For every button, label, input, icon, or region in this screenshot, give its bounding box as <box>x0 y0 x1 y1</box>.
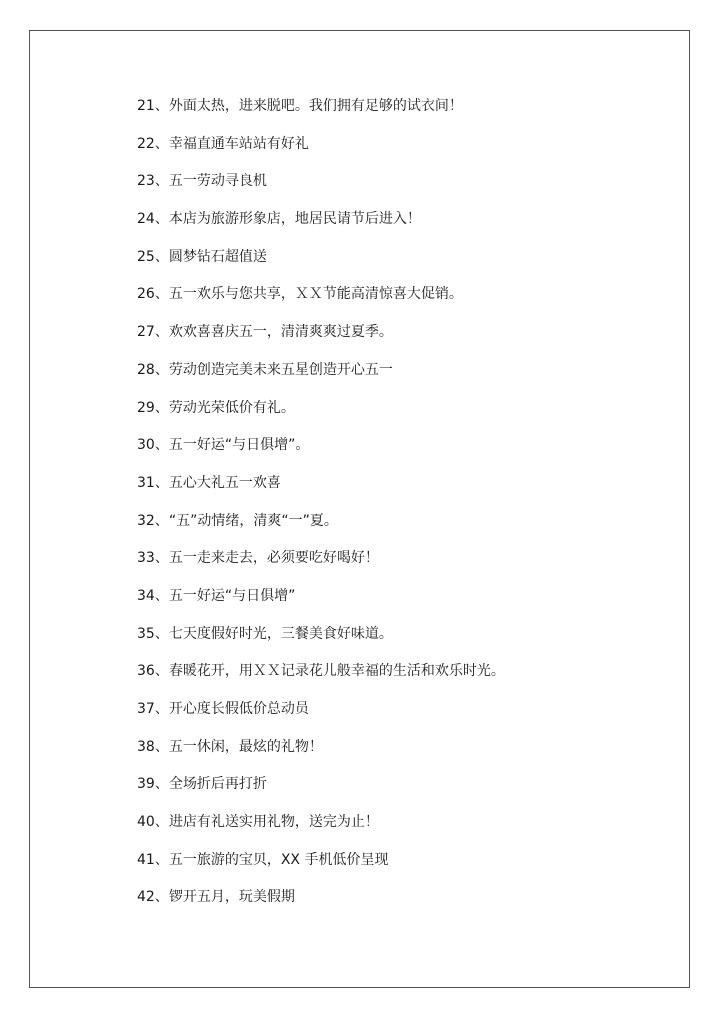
list-item: 42、锣开五月，玩美假期 <box>137 889 295 906</box>
list-item: 33、五一走来走去，必须要吃好喝好！ <box>137 550 379 567</box>
list-item: 26、五一欢乐与您共享，ＸＸ节能高清惊喜大促销。 <box>137 286 463 303</box>
list-item: 31、五心大礼五一欢喜 <box>137 474 281 491</box>
list-item: 28、劳动创造完美未来五星创造开心五一 <box>137 361 393 378</box>
list-item: 22、幸福直通车站站有好礼 <box>137 135 309 152</box>
slogan-list <box>137 94 505 923</box>
list-item: 27、欢欢喜喜庆五一，清清爽爽过夏季。 <box>137 324 393 341</box>
list-item: 38、五一休闲，最炫的礼物！ <box>137 738 323 755</box>
list-item: 41、五一旅游的宝贝，XX 手机低价呈现 <box>137 851 389 868</box>
list-item: 40、进店有礼送实用礼物，送完为止！ <box>137 814 379 831</box>
list-item: 29、劳动光荣低价有礼。 <box>137 399 295 416</box>
list-item: 35、七天度假好时光，三餐美食好味道。 <box>137 625 393 642</box>
list-item: 39、全场折后再打折 <box>137 776 267 793</box>
list-item: 21、外面太热，进来脱吧。我们拥有足够的试衣间！ <box>137 98 463 114</box>
list-item: 32、“五”动情绪，清爽“一”夏。 <box>137 512 338 529</box>
list-item: 23、五一劳动寻良机 <box>137 173 267 190</box>
list-item: 24、本店为旅游形象店，地居民请节后进入！ <box>137 211 421 228</box>
list-item: 25、圆梦钻石超值送 <box>137 248 267 265</box>
list-item: 34、五一好运“与日俱增” <box>137 587 296 604</box>
list-item: 37、开心度长假低价总动员 <box>137 701 309 717</box>
list-item: 36、春暖花开，用ＸＸ记录花儿般幸福的生活和欢乐时光。 <box>137 663 505 680</box>
list-item: 30、五一好运“与日俱增”。 <box>137 437 310 454</box>
